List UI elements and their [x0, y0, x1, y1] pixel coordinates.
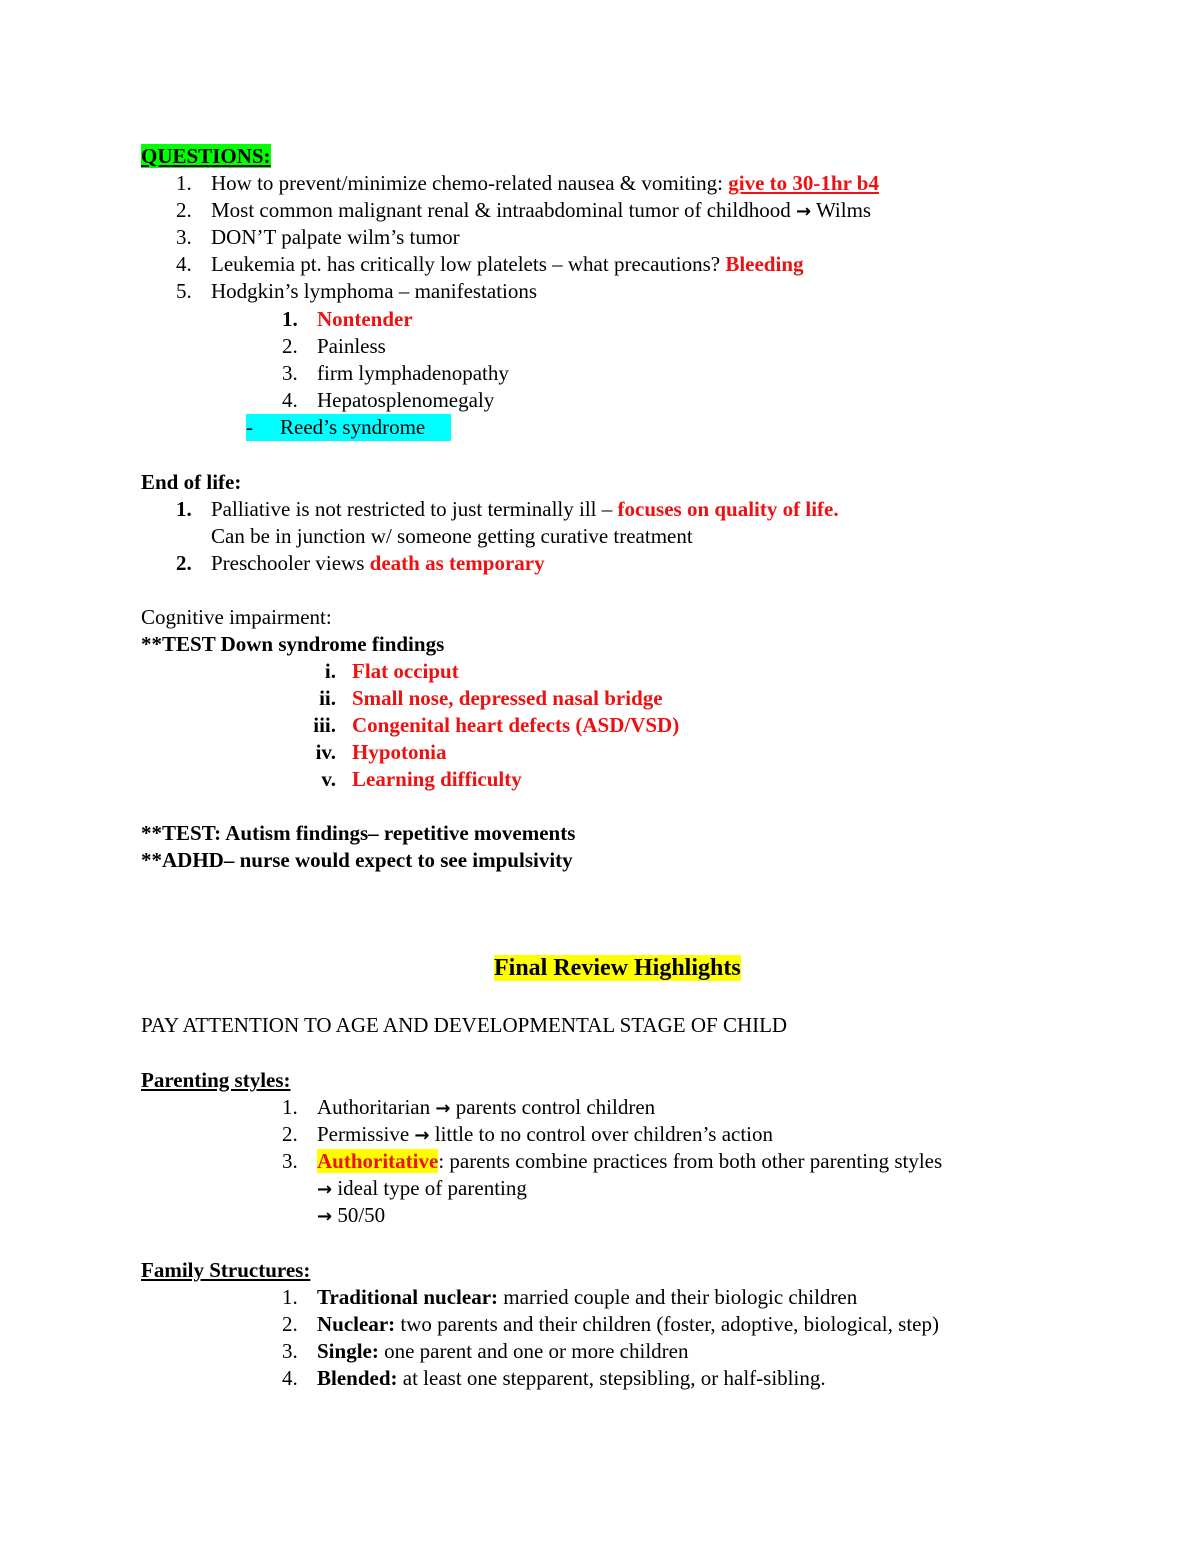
parenting-3-sub-1: → ideal type of parenting — [317, 1176, 527, 1200]
finding-1-number: i. — [324, 659, 336, 683]
family-1-number: 1. — [282, 1285, 298, 1309]
finding-5-number: v. — [321, 767, 336, 791]
parenting-1: Authoritarian → parents control children — [317, 1095, 656, 1119]
finding-5: Learning difficulty — [352, 767, 522, 791]
question-1: How to prevent/minimize chemo-related nausea & vomiting: give to 30-1hr b4 — [211, 171, 879, 195]
down-syndrome-heading: **TEST Down syndrome findings — [141, 632, 445, 656]
arrow-right-icon: → — [435, 1098, 451, 1119]
parenting-2-number: 2. — [282, 1122, 298, 1146]
arrow-right-icon: → — [414, 1125, 430, 1146]
arrow-right-icon: → — [317, 1206, 333, 1227]
hodgkin-sub-3-number: 3. — [282, 361, 298, 385]
end-of-life-1-answer: focuses on quality of life. — [617, 497, 839, 521]
hodgkin-sub-2-number: 2. — [282, 334, 298, 358]
family-2-number: 2. — [282, 1312, 298, 1336]
hodgkin-sub-1-number: 1. — [282, 307, 298, 331]
end-of-life-1-number: 1. — [176, 497, 192, 521]
finding-3: Congenital heart defects (ASD/VSD) — [352, 713, 680, 737]
cognitive-heading: Cognitive impairment: — [141, 605, 332, 629]
parenting-1-number: 1. — [282, 1095, 298, 1119]
question-5: Hodgkin’s lymphoma – manifestations — [211, 279, 538, 303]
parenting-3-number: 3. — [282, 1149, 298, 1173]
end-of-life-heading: End of life: — [141, 470, 242, 494]
end-of-life-2-number: 2. — [176, 551, 192, 575]
hodgkin-sub-2: Painless — [317, 334, 386, 358]
hodgkin-sub-4: Hepatosplenomegaly — [317, 388, 495, 412]
finding-2: Small nose, depressed nasal bridge — [352, 686, 663, 710]
family-1: Traditional nuclear: married couple and their biologic children — [317, 1285, 858, 1309]
finding-2-number: ii. — [319, 686, 336, 710]
family-3: Single: one parent and one or more children — [317, 1339, 689, 1363]
question-4-number: 4. — [176, 252, 192, 276]
family-4-number: 4. — [282, 1366, 298, 1390]
finding-1: Flat occiput — [352, 659, 459, 683]
parenting-2: Permissive → little to no control over children’s action — [317, 1122, 774, 1146]
end-of-life-2: Preschooler views death as temporary — [211, 551, 545, 575]
family-4: Blended: at least one stepparent, stepsibling, or half-sibling. — [317, 1366, 826, 1390]
finding-3-number: iii. — [313, 713, 336, 737]
family-2: Nuclear: two parents and their children (foster, adoptive, biological, step) — [317, 1312, 939, 1336]
finding-4: Hypotonia — [352, 740, 447, 764]
parenting-3: Authoritative: parents combine practices from both other parenting styles — [317, 1149, 943, 1173]
end-of-life-2-answer: death as temporary — [369, 551, 545, 575]
family-heading: Family Structures: — [141, 1258, 311, 1282]
reed-syndrome-item: - Reed’s syndrome — [246, 414, 451, 441]
question-4: Leukemia pt. has critically low platelets – what precautions? Bleeding — [211, 252, 804, 276]
question-2-number: 2. — [176, 198, 192, 222]
question-4-answer: Bleeding — [725, 252, 804, 276]
hodgkin-sub-4-number: 4. — [282, 388, 298, 412]
finding-4-number: iv. — [315, 740, 336, 764]
hodgkin-sub-3: firm lymphadenopathy — [317, 361, 509, 385]
arrow-right-icon: → — [795, 201, 812, 222]
question-3-number: 3. — [176, 225, 192, 249]
question-1-answer: give to 30-1hr b4 — [728, 171, 879, 195]
question-5-number: 5. — [176, 279, 192, 303]
parenting-3-sub-2: → 50/50 — [317, 1203, 386, 1227]
attention-note: PAY ATTENTION TO AGE AND DEVELOPMENTAL STAGE OF CHILD — [141, 1013, 788, 1037]
questions-heading: QUESTIONS: — [141, 144, 271, 168]
end-of-life-1: Palliative is not restricted to just terminally ill – focuses on quality of life. — [211, 497, 839, 521]
question-1-number: 1. — [176, 171, 192, 195]
authoritative-label: Authoritative — [317, 1149, 439, 1173]
arrow-right-icon: → — [317, 1179, 333, 1200]
final-review-title: Final Review Highlights — [494, 955, 741, 981]
parenting-heading: Parenting styles: — [141, 1068, 291, 1092]
family-3-number: 3. — [282, 1339, 298, 1363]
autism-test-line: **TEST: Autism findings– repetitive movements — [141, 821, 576, 845]
end-of-life-1-continuation: Can be in junction w/ someone getting curative treatment — [211, 524, 693, 548]
question-3: DON’T palpate wilm’s tumor — [211, 225, 460, 249]
question-2: Most common malignant renal & intraabdominal tumor of childhood → Wilms — [211, 198, 872, 222]
adhd-line: **ADHD– nurse would expect to see impulsivity — [141, 848, 573, 872]
hodgkin-sub-1: Nontender — [317, 307, 413, 331]
